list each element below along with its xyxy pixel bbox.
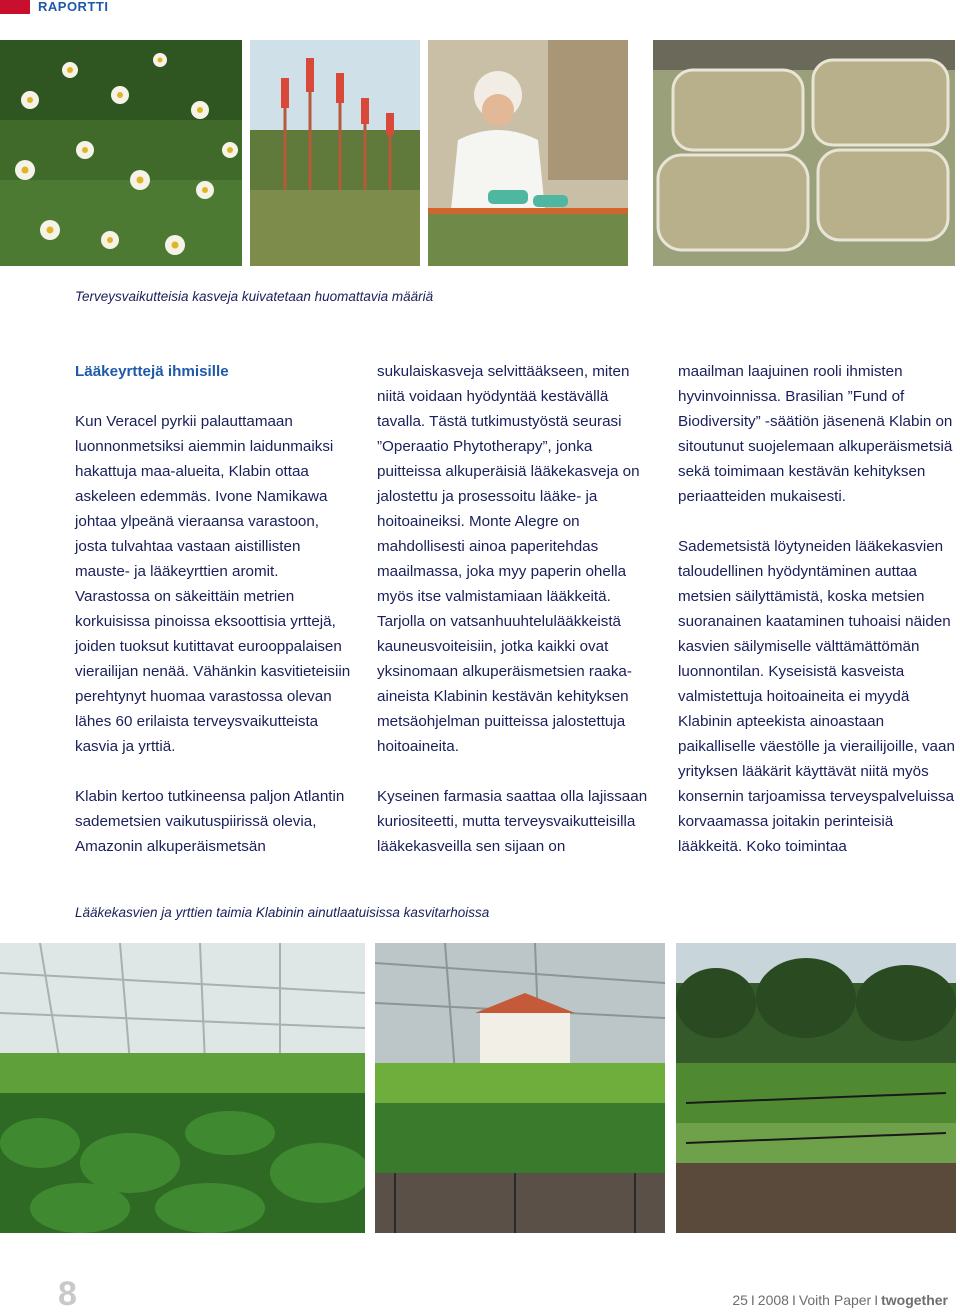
separator: I [750, 1292, 755, 1308]
separator: I [791, 1292, 796, 1308]
paragraph: maailman laajuinen rooli ihmisten hyvinvoinnissa. Brasilian ”Fund of Biodiversity” -säätiön jäsenenä Klabin on sitoutunut suojelemaan alkuperäismetsiä sekä toimimaan kestävän kehityksen periaatteiden mukaisesti. [678, 363, 953, 505]
page-number: 8 [58, 1275, 77, 1313]
separator: I [874, 1292, 879, 1308]
section-marker [0, 0, 30, 14]
photo-chamomile-flowers [0, 40, 242, 266]
publication-name: Voith Paper [798, 1292, 872, 1308]
article-column-2 [377, 359, 659, 884]
bottom-photo-caption: Lääkekasvien ja yrttien taimia Klabinin ainutlaatuisissa kasvitarhoissa [75, 905, 490, 920]
photo-outdoor-nursery [676, 943, 956, 1233]
paragraph: Kun Veracel pyrkii palauttamaan luonnonmetsiksi aiemmin laidunmaiksi hakattuja maa-alueita, Klabin ottaa askeleen edemmäs. Ivone Namikawa johtaa ylpeänä vieraansa varastoon, josta tulvahtaa vastaan aistillisten mauste- ja lääkeyrttien aromit. Varastossa on säkeittäin metrien korkuisissa pinoissa eksoottisia yrttejä, joiden tuoksut kutittavat eurooppalaisen vierailijan nenää. Vähänkin kasvitieteisiin perehtynyt huomaa varastossa olevan lähes 60 erilaista terveysvaikutteista kasvia ja yrttiä. [75, 413, 351, 755]
article-heading: Lääkeyrttejä ihmisille [75, 363, 229, 380]
top-photo-caption: Terveysvaikutteisia kasveja kuivatetaan huomattavia määriä [75, 289, 434, 304]
section-label: RAPORTTI [38, 0, 109, 14]
paragraph: Klabin kertoo tutkineensa paljon Atlantin sademetsien vaikutuspiirissä olevia, Amazonin alkuperäismetsän [75, 788, 345, 855]
footer-publication-info [732, 1292, 948, 1308]
issue-number: 25 [732, 1292, 748, 1308]
photo-worker-sorting-herbs [428, 40, 628, 266]
photo-aloe-plants [250, 40, 420, 266]
issue-year: 2008 [757, 1292, 789, 1308]
photo-dried-herb-sacks [653, 40, 955, 266]
paragraph: Sademetsistä löytyneiden lääkekasvien taloudellinen hyödyntäminen auttaa metsien säilyttämistä, koska metsien suoranainen kaataminen tuhoaisi näiden kasvien säilymiselle välttämättömän luonnontilan. Kyseisistä kasveista valmistettuja hoitoaineita ei myydä Klabinin apteekista ainoastaan paikalliselle väestölle ja vierailijoille, vaan yrityksen lääkärit käyttävät niitä myös konsernin tarjoamissa terveyspalveluissa korvaamassa joitakin perinteisiä lääkkeitä. Koko toimintaa [678, 538, 955, 855]
magazine-brand: twogether [881, 1292, 948, 1308]
article-column-3 [678, 359, 958, 884]
photo-greenhouse-seedlings [0, 943, 365, 1233]
paragraph: Kyseinen farmasia saattaa olla lajissaan kuriositeetti, mutta terveysvaikutteisilla lääkekasveilla sen sijaan on [377, 788, 648, 855]
photo-nursery-house [375, 943, 665, 1233]
paragraph: sukulaiskasveja selvittääkseen, miten niitä voidaan hyödyntää kestävällä tavalla. Tästä tutkimustyöstä seurasi ”Operaatio Phytotherapy”, jonka puitteissa alkuperäisiä lääkekasveja on jalostettu ja prosessoitu lääke- ja hoitoaineiksi. Monte Alegre on mahdollisesti ainoa paperitehdas maailmassa, joka myy paperin ohella myös itse valmistamiaan lääkkeitä. Tarjolla on vatsanhuuhtelulääkkeistä kauneusvoiteisiin, jotka kaikki ovat yksinomaan alkuperäismetsien raaka-aineista Klabinin kestävän kehityksen metsäohjelman puitteissa jalostettuja hoitoaineita. [377, 363, 640, 755]
article-column-1 [75, 359, 355, 884]
